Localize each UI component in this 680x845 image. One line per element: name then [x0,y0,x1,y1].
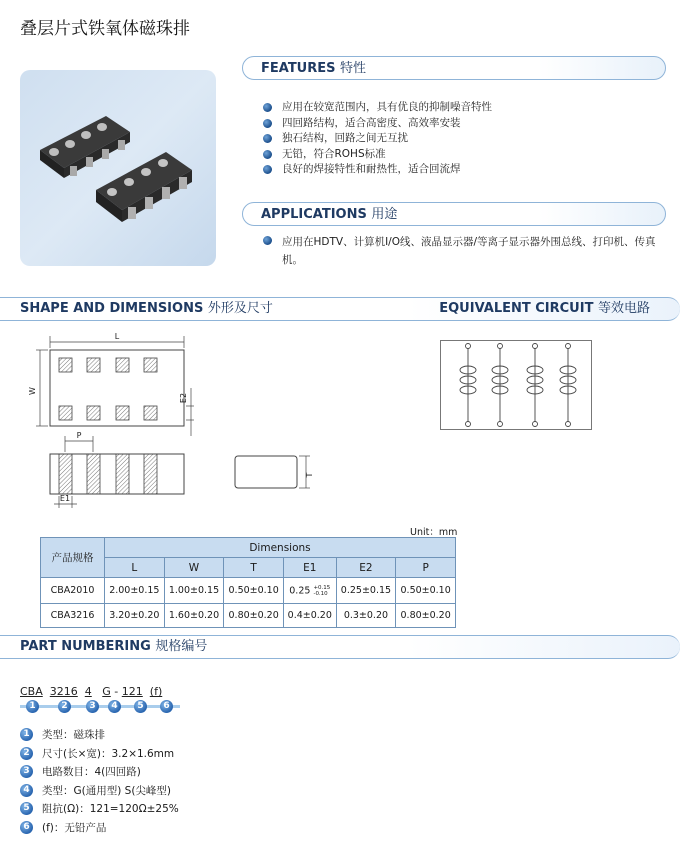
pn-item-text: 电路数目：4(四回路) [42,766,141,778]
shape-title: SHAPE AND DIMENSIONS [20,301,204,316]
features-title-cn: 特性 [340,61,367,76]
page-title: 叠层片式铁氧体磁珠排 [20,19,190,39]
applications-header [242,202,666,226]
shape-circuit-band [0,297,680,321]
applications-title: APPLICATIONS [261,207,367,222]
dimensions-table [40,537,456,628]
table-cell: 1.00±0.15 [164,578,224,604]
table-header-dimensions: Dimensions [105,538,456,558]
table-col-header: E2 [336,558,396,578]
table-cell-model: CBA2010 [41,578,105,604]
code-part-1: CBA [20,685,43,698]
code-separator: - [114,685,119,698]
feature-item: 无铅，符合ROHS标准 [262,147,662,163]
pn-item [20,800,320,819]
table-cell: 3.20±0.20 [105,604,165,628]
pn-badge-3: 3 [20,765,33,778]
badge-5: 5 [134,700,147,713]
circuit-title: EQUIVALENT CIRCUIT [439,301,594,316]
product-photo [20,70,216,266]
table-cell: 0.50±0.10 [224,578,284,604]
table-col-header: W [164,558,224,578]
table-cell: 0.3±0.20 [336,604,396,628]
table-cell: 0.80±0.20 [396,604,456,628]
applications-list [262,233,666,269]
applications-title-cn: 用途 [371,207,398,222]
shape-title-cn: 外形及尺寸 [207,301,273,316]
badge-1: 1 [26,700,39,713]
table-row [41,604,456,628]
badge-4: 4 [108,700,121,713]
unit-label: Unit：mm [410,527,458,538]
feature-item: 应用在较宽范围内，具有优良的抑制噪音特性 [262,100,662,116]
table-row [41,578,456,604]
pn-badge-6: 6 [20,821,33,834]
pn-badge-1: 1 [20,728,33,741]
pn-item-text: 尺寸(长×宽)：3.2×1.6mm [42,747,175,760]
e1-base-value: 0.25 [289,585,311,596]
part-code-badges [20,700,180,713]
table-col-header: E1 [283,558,336,578]
part-numbering-band [0,635,680,659]
features-title: FEATURES [261,61,336,76]
pn-item-text: 阻抗(Ω)：121=120Ω±25% [42,803,179,815]
pn-item [20,745,320,764]
dim-label-t: T [305,472,314,478]
badge-2: 2 [58,700,71,713]
table-cell: 2.00±0.15 [105,578,165,604]
table-cell: 0.50±0.10 [396,578,456,604]
table-cell: 0.25±0.15 [336,578,396,604]
code-part-2: 3216 [49,685,78,698]
pn-badge-4: 4 [20,784,33,797]
ferrite-bead-array-image [20,70,216,266]
e1-tol-minus: -0.10 [313,590,328,597]
table-cell: 0.80±0.20 [224,604,284,628]
pn-item [20,782,320,801]
application-item: 应用在HDTV、计算机I/O线、液晶显示器/等离子显示器外围总线、打印机、传真机。 [262,233,666,269]
part-code [20,685,162,698]
dimension-drawing [20,328,350,518]
features-list [262,100,662,178]
badge-6: 6 [160,700,173,713]
code-part-4: G [102,685,111,698]
e1-tol-plus: +0.15 [313,584,331,591]
dim-label-p: P [76,431,82,440]
table-cell-e1 [283,578,336,604]
part-numbering-list [20,726,320,837]
table-col-header: P [396,558,456,578]
table-cell-model: CBA3216 [41,604,105,628]
table-col-header: L [105,558,165,578]
code-part-3: 4 [84,685,92,698]
dim-label-w: W [28,387,37,395]
dim-label-l: L [114,332,120,341]
feature-item: 四回路结构，适合高密度、高效率安装 [262,116,662,132]
part-numbering-title: PART NUMBERING [20,639,151,654]
part-numbering-title-cn: 规格编号 [155,639,208,654]
pn-item [20,763,320,782]
table-cell: 0.4±0.20 [283,604,336,628]
table-header-model: 产品规格 [41,538,105,578]
pn-item [20,819,320,838]
pn-item [20,726,320,745]
pn-badge-2: 2 [20,747,33,760]
pn-badge-5: 5 [20,802,33,815]
code-part-5: 121 [121,685,143,698]
feature-item: 独石结构，回路之间无互扰 [262,131,662,147]
pn-item-text: 类型：G(通用型) S(尖峰型) [42,784,172,797]
pn-item-text: 类型：磁珠排 [42,729,105,741]
equivalent-circuit-diagram [440,340,592,430]
table-cell: 1.60±0.20 [164,604,224,628]
features-header [242,56,666,80]
dim-label-e1: E1 [59,494,71,503]
table-col-header: T [224,558,284,578]
badge-3: 3 [86,700,99,713]
circuit-title-cn: 等效电路 [597,301,650,316]
dim-label-e2: E2 [179,392,188,404]
pn-item-text: (f)：无铅产品 [42,821,107,834]
code-part-6: (f) [149,685,163,698]
feature-item: 良好的焊接特性和耐热性，适合回流焊 [262,162,662,178]
